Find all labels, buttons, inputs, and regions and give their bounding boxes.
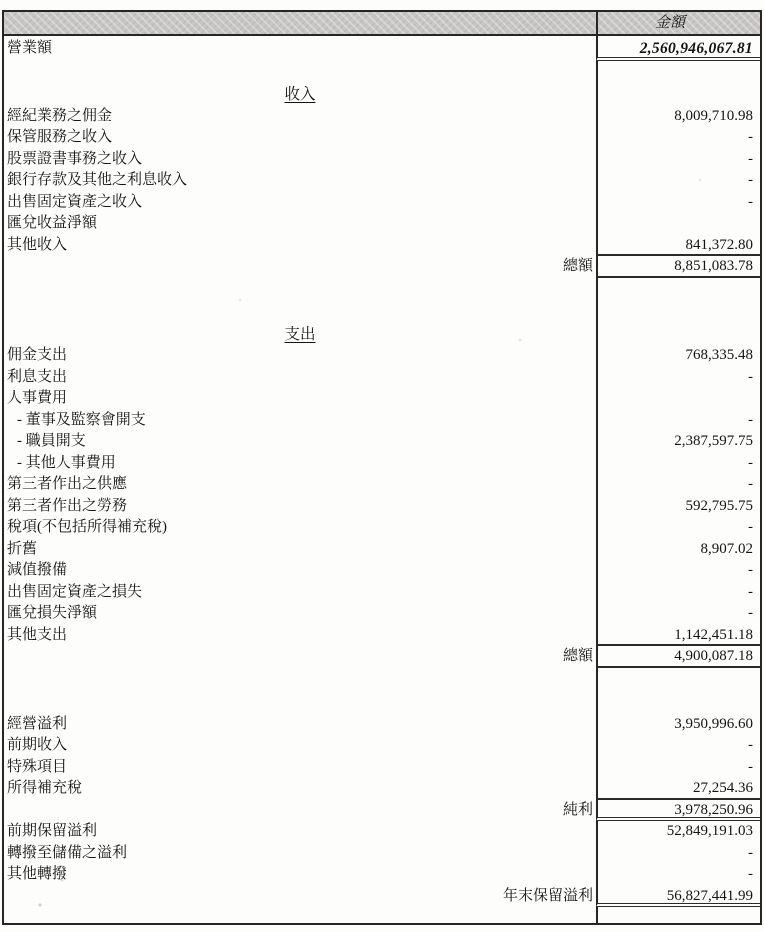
row-label <box>4 453 596 475</box>
row-label <box>4 668 596 691</box>
table-row <box>4 735 760 757</box>
row-amount <box>596 691 760 714</box>
row-label-text: 年末保留溢利 <box>502 887 593 904</box>
amount-value: 8,009,710.98 <box>674 107 753 124</box>
amount-value: - <box>748 605 753 621</box>
section-header <box>4 324 596 346</box>
row-label-text: 第三者作出之供應 <box>7 476 128 492</box>
row-amount <box>596 778 760 800</box>
table-row <box>4 278 760 301</box>
row-label <box>4 367 596 389</box>
row-label-text: 前期收入 <box>7 737 68 753</box>
amount-value: 56,827,441.99 <box>666 887 753 904</box>
table-row <box>4 582 760 604</box>
table-row <box>4 453 760 475</box>
row-label <box>4 517 596 539</box>
row-label-text: 其他轉撥 <box>7 866 68 882</box>
row-amount <box>596 757 760 779</box>
amount-value: - <box>748 519 753 535</box>
section-header <box>4 84 596 106</box>
amount-value: - <box>748 368 753 385</box>
amount-value: - <box>748 129 753 145</box>
table-row <box>4 646 760 668</box>
table-row <box>4 410 760 432</box>
row-label-text: 其他收入 <box>7 236 68 253</box>
table-row <box>4 603 760 625</box>
table-row <box>4 431 760 453</box>
row-label <box>4 36 596 61</box>
amount-value: 1,142,451.18 <box>674 626 753 643</box>
row-amount <box>596 127 760 149</box>
row-label-text: 人事費用 <box>7 390 68 406</box>
table-row <box>4 256 760 278</box>
row-amount <box>596 821 760 843</box>
row-amount <box>596 864 760 886</box>
row-amount <box>596 735 760 757</box>
table-row <box>4 213 760 235</box>
item-column-header <box>4 12 596 34</box>
row-label-text: 出售固定資產之收入 <box>7 193 143 210</box>
row-label <box>4 714 596 736</box>
row-label <box>4 149 596 171</box>
row-label <box>4 800 596 822</box>
row-label <box>4 106 596 128</box>
amount-value: 8,907.02 <box>700 540 753 557</box>
row-label-text: 減值撥備 <box>7 562 68 578</box>
row-label-text: 轉撥至儲備之溢利 <box>7 844 128 861</box>
row-label-text: 折舊 <box>7 540 38 557</box>
amount-value: 4,900,087.18 <box>674 648 753 664</box>
row-amount <box>596 431 760 453</box>
table-header-row <box>4 12 760 36</box>
amount-value: - <box>748 411 753 428</box>
row-amount <box>596 278 760 301</box>
row-label <box>4 582 596 604</box>
row-label <box>4 496 596 518</box>
row-label <box>4 603 596 625</box>
row-label-text: 總額 <box>562 648 593 664</box>
table-row <box>4 843 760 865</box>
section-header-row <box>4 84 760 106</box>
row-amount <box>596 625 760 647</box>
row-label-text: 總額 <box>562 258 593 274</box>
amount-value: - <box>748 172 753 188</box>
amount-value: - <box>748 583 753 600</box>
row-label <box>4 539 596 561</box>
row-amount <box>596 256 760 278</box>
row-label <box>4 886 596 908</box>
row-amount <box>596 474 760 496</box>
row-label <box>4 757 596 779</box>
row-label-text: - 其他人事費用 <box>17 454 116 471</box>
row-label-text: 經營溢利 <box>7 715 68 732</box>
row-label <box>4 213 596 235</box>
row-amount <box>596 668 760 691</box>
table-row <box>4 301 760 324</box>
row-label <box>4 907 596 923</box>
table-row <box>4 496 760 518</box>
table-row <box>4 367 760 389</box>
table-row <box>4 560 760 582</box>
table-row <box>4 539 760 561</box>
row-amount <box>596 714 760 736</box>
amount-value: 2,560,946,067.81 <box>639 40 753 57</box>
row-label-text: 第三者作出之勞務 <box>7 497 128 514</box>
table-row <box>4 517 760 539</box>
table-row <box>4 106 760 128</box>
table-row <box>4 127 760 149</box>
row-label <box>4 821 596 843</box>
row-amount <box>596 886 760 908</box>
table-row <box>4 149 760 171</box>
table-row <box>4 36 760 61</box>
row-label-text: 所得補充稅 <box>7 780 83 796</box>
row-amount <box>596 213 760 235</box>
row-label-text: 股票證書事務之收入 <box>7 150 143 167</box>
table-row <box>4 345 760 367</box>
row-amount <box>596 345 760 367</box>
row-label <box>4 192 596 214</box>
table-row <box>4 864 760 886</box>
table-row <box>4 886 760 908</box>
row-label <box>4 345 596 367</box>
row-label-text: 收入 <box>284 86 316 103</box>
row-amount <box>596 453 760 475</box>
row-amount <box>596 235 760 257</box>
row-amount <box>596 106 760 128</box>
table-row <box>4 714 760 736</box>
row-label <box>4 256 596 278</box>
row-amount <box>596 149 760 171</box>
row-amount <box>596 301 760 324</box>
amount-value: - <box>748 454 753 471</box>
row-label <box>4 625 596 647</box>
row-amount <box>596 582 760 604</box>
row-label <box>4 301 596 324</box>
row-label <box>4 778 596 800</box>
row-amount <box>596 517 760 539</box>
row-label <box>4 235 596 257</box>
row-label-text: 保管服務之收入 <box>7 129 113 145</box>
row-label-text: 純利 <box>562 801 593 818</box>
row-amount <box>596 843 760 865</box>
amount-value: 768,335.48 <box>685 347 753 363</box>
row-label-text: 特殊項目 <box>7 758 68 775</box>
row-label <box>4 410 596 432</box>
amount-value: 27,254.36 <box>693 780 753 796</box>
amount-value: - <box>748 193 753 210</box>
row-amount <box>596 170 760 192</box>
row-label-text: 銀行存款及其他之利息收入 <box>7 172 188 188</box>
table-row <box>4 192 760 214</box>
row-label-text: 前期保留溢利 <box>7 823 98 839</box>
row-label-text: 支出 <box>284 325 316 343</box>
table-row <box>4 625 760 647</box>
table-row <box>4 668 760 691</box>
table-row <box>4 474 760 496</box>
table-row <box>4 907 760 923</box>
row-label <box>4 843 596 865</box>
row-amount <box>596 367 760 389</box>
row-label-text: 佣金支出 <box>7 347 68 363</box>
amount-value: - <box>748 844 753 861</box>
table-row <box>4 800 760 822</box>
amount-value: 3,950,996.60 <box>674 715 753 732</box>
amount-value: - <box>748 150 753 167</box>
table-row <box>4 61 760 84</box>
row-amount <box>596 907 760 923</box>
amount-value: - <box>748 866 753 882</box>
row-label <box>4 170 596 192</box>
row-amount <box>596 36 760 61</box>
amount-value: 592,795.75 <box>685 497 753 514</box>
row-amount <box>596 61 760 84</box>
row-label <box>4 560 596 582</box>
row-amount <box>596 603 760 625</box>
row-label <box>4 864 596 886</box>
amount-value: 52,849,191.03 <box>666 823 753 839</box>
row-label <box>4 474 596 496</box>
row-amount <box>596 646 760 668</box>
row-label-text: 匯兌收益淨額 <box>7 215 98 231</box>
row-amount <box>596 560 760 582</box>
table-row <box>4 821 760 843</box>
row-amount <box>596 84 760 106</box>
row-amount <box>596 410 760 432</box>
table-row <box>4 388 760 410</box>
row-amount <box>596 800 760 822</box>
row-amount <box>596 388 760 410</box>
row-label <box>4 735 596 757</box>
amount-value: - <box>748 737 753 753</box>
section-header-row <box>4 324 760 346</box>
row-label <box>4 646 596 668</box>
financial-statement-table <box>2 10 762 925</box>
amount-column-header: 金額 <box>596 12 760 34</box>
amount-value: 3,978,250.96 <box>674 801 753 818</box>
amount-value: 2,387,597.75 <box>674 433 753 449</box>
row-amount <box>596 324 760 346</box>
row-label-text: 營業額 <box>7 40 53 56</box>
amount-value: - <box>748 476 753 492</box>
row-label-text: 利息支出 <box>7 368 68 385</box>
table-row <box>4 235 760 257</box>
row-label <box>4 127 596 149</box>
row-amount <box>596 496 760 518</box>
row-label <box>4 61 596 84</box>
row-label <box>4 278 596 301</box>
amount-value: 8,851,083.78 <box>674 258 753 274</box>
table-row <box>4 691 760 714</box>
table-row <box>4 778 760 800</box>
amount-value: 841,372.80 <box>685 236 753 253</box>
table-row <box>4 757 760 779</box>
table-body <box>4 36 760 923</box>
row-label-text: 經紀業務之佣金 <box>7 107 113 124</box>
row-amount <box>596 192 760 214</box>
row-label <box>4 431 596 453</box>
row-label-text: 稅項(不包括所得補充稅) <box>7 519 167 535</box>
row-label-text: 匯兌損失淨額 <box>7 605 98 621</box>
row-label <box>4 388 596 410</box>
amount-value: - <box>748 562 753 578</box>
row-amount <box>596 539 760 561</box>
row-label-text: - 董事及監察會開支 <box>17 411 146 428</box>
row-label <box>4 691 596 714</box>
row-label-text: 其他支出 <box>7 626 68 643</box>
table-row <box>4 170 760 192</box>
amount-value: - <box>748 758 753 775</box>
row-label-text: 出售固定資產之損失 <box>7 583 143 600</box>
row-label-text: - 職員開支 <box>17 433 86 449</box>
